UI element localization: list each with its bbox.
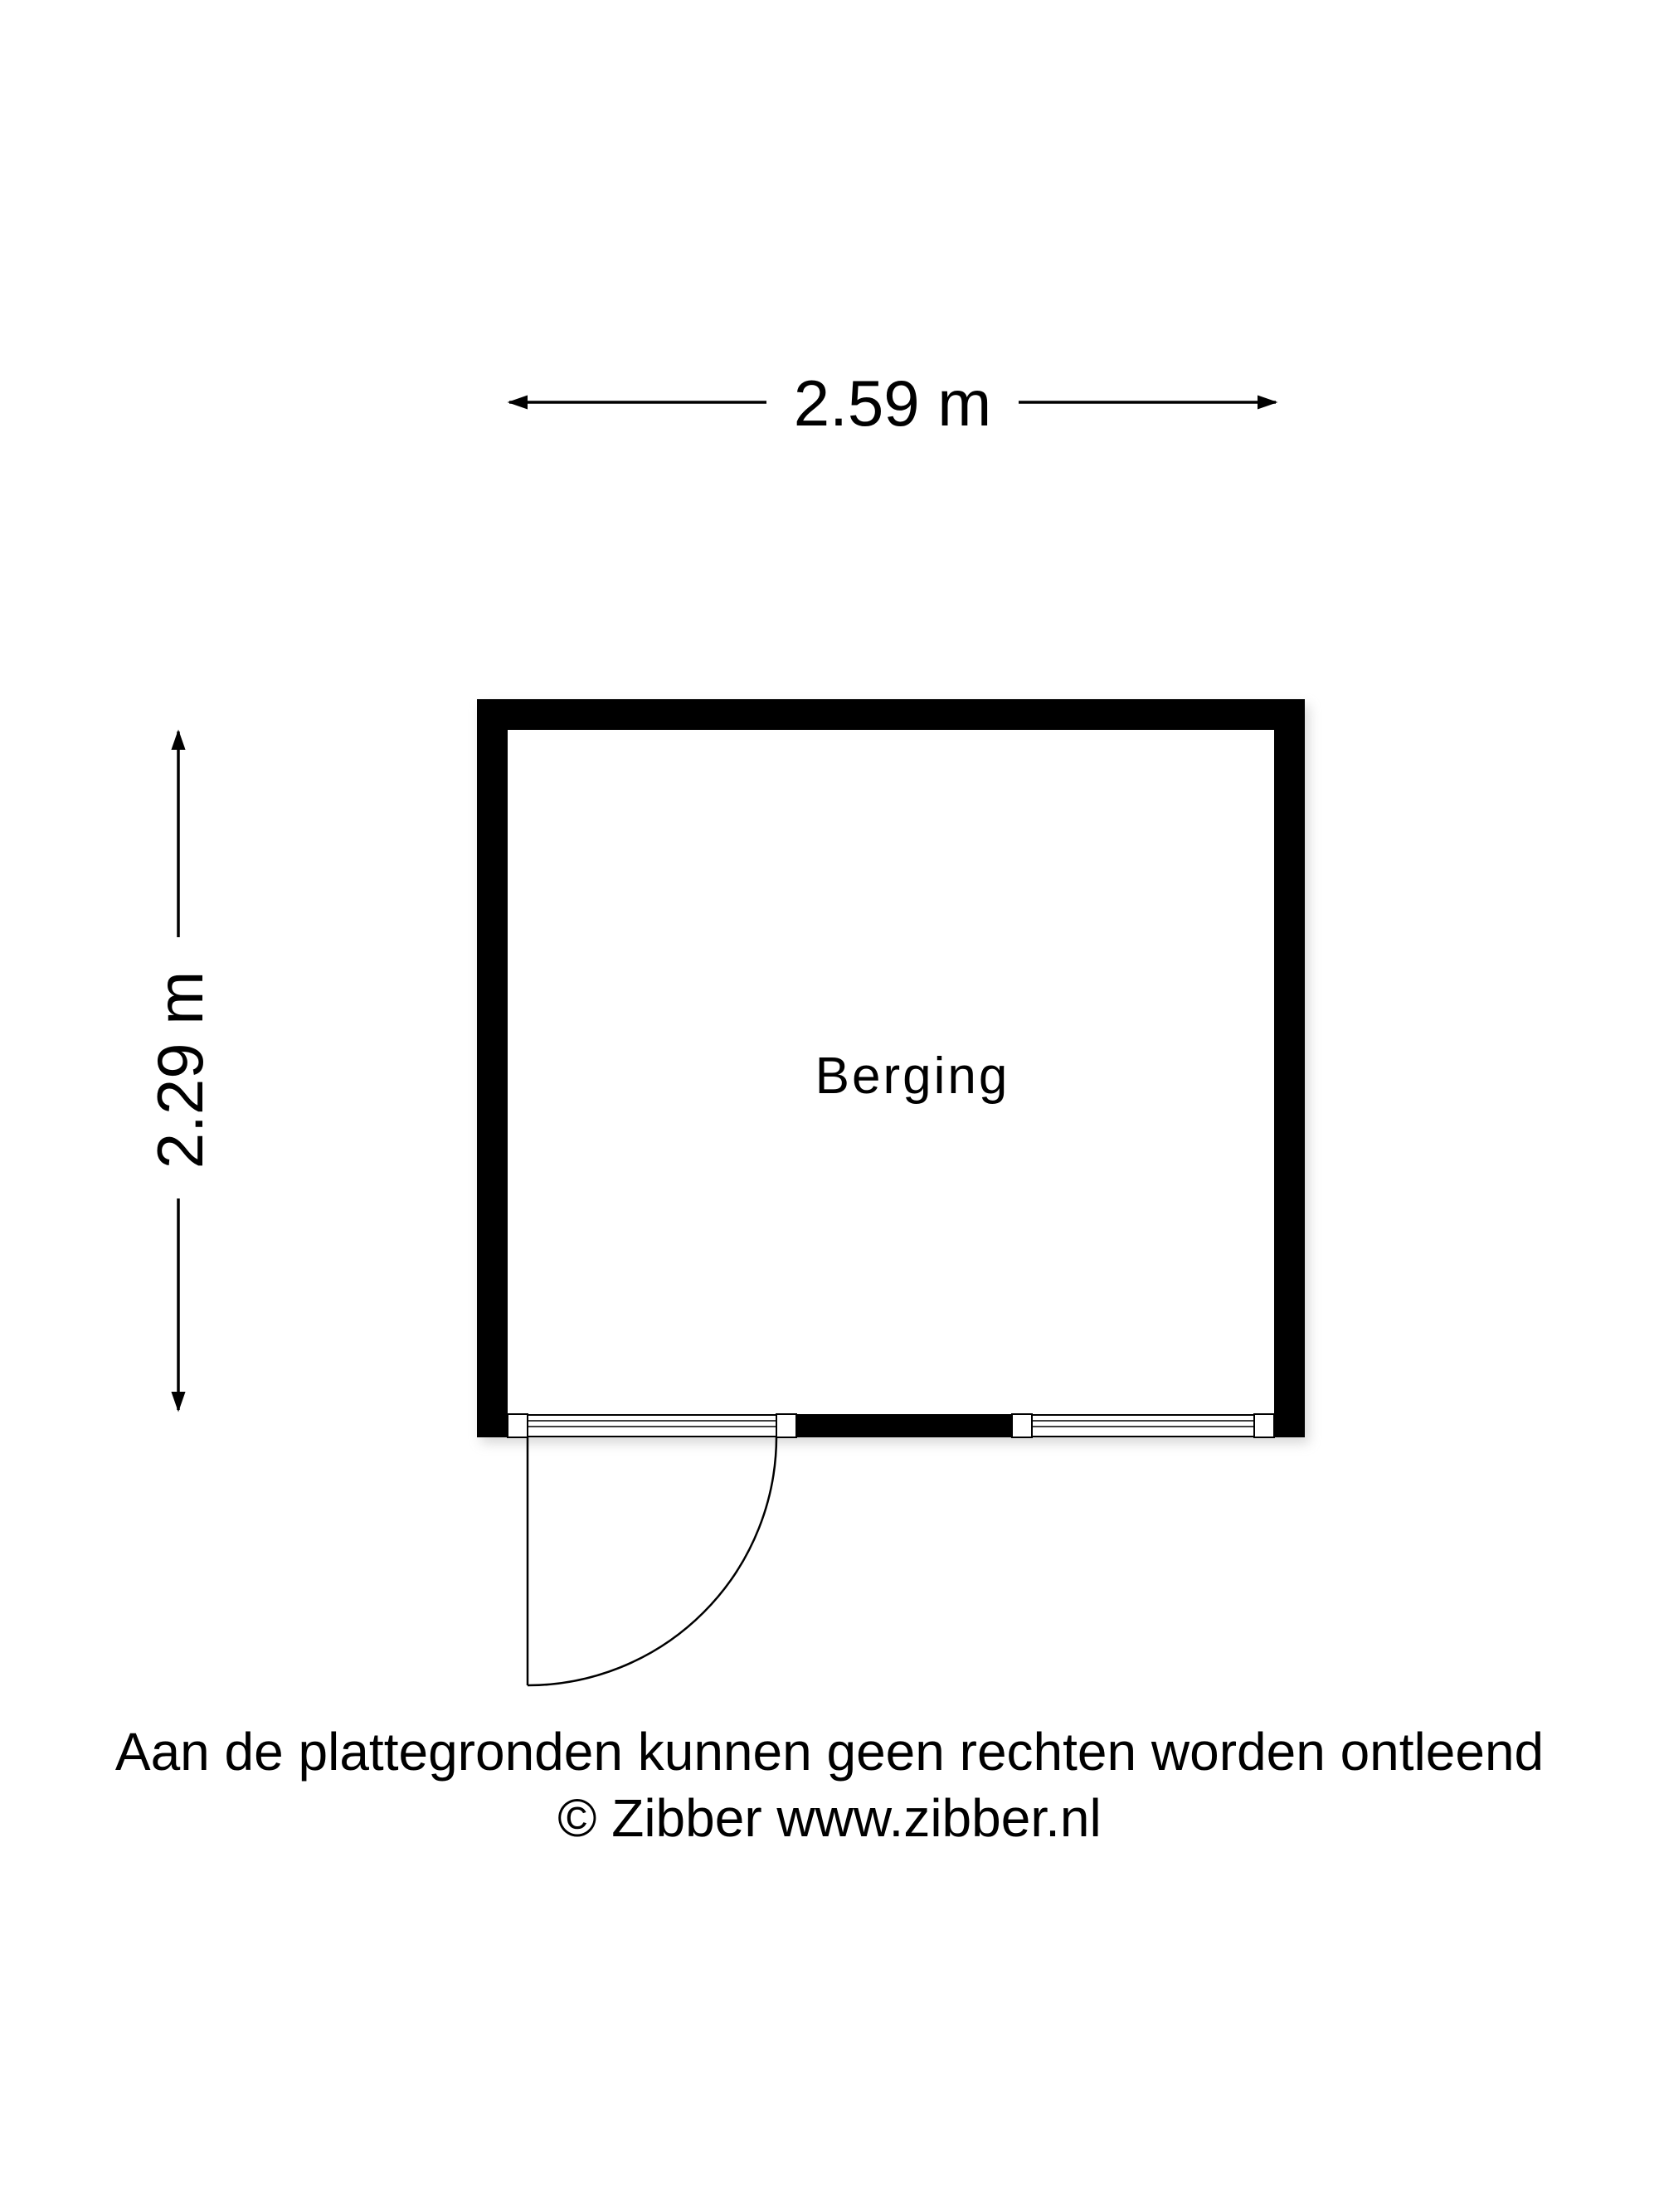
door-swing-arc (528, 1437, 776, 1685)
room-label: Berging (815, 1048, 1010, 1105)
door-jamb-left (508, 1414, 528, 1437)
door-threshold (528, 1415, 776, 1437)
window-jamb-left (1012, 1414, 1032, 1437)
window-jamb-right (1254, 1414, 1274, 1437)
height-label: 2.29 m (144, 970, 216, 1169)
width-label: 2.59 m (793, 367, 992, 440)
bottom-wall-middle (796, 1414, 1012, 1437)
door-jamb-right (776, 1414, 796, 1437)
window-glass (1032, 1415, 1254, 1437)
height-dimension (144, 732, 216, 1410)
window (1012, 1414, 1274, 1437)
copyright-text: © Zibber www.zibber.nl (557, 1788, 1102, 1848)
disclaimer-text: Aan de plattegronden kunnen geen rechten worden ontleend (114, 1722, 1545, 1782)
door (508, 1414, 796, 1685)
width-dimension (509, 367, 1276, 440)
